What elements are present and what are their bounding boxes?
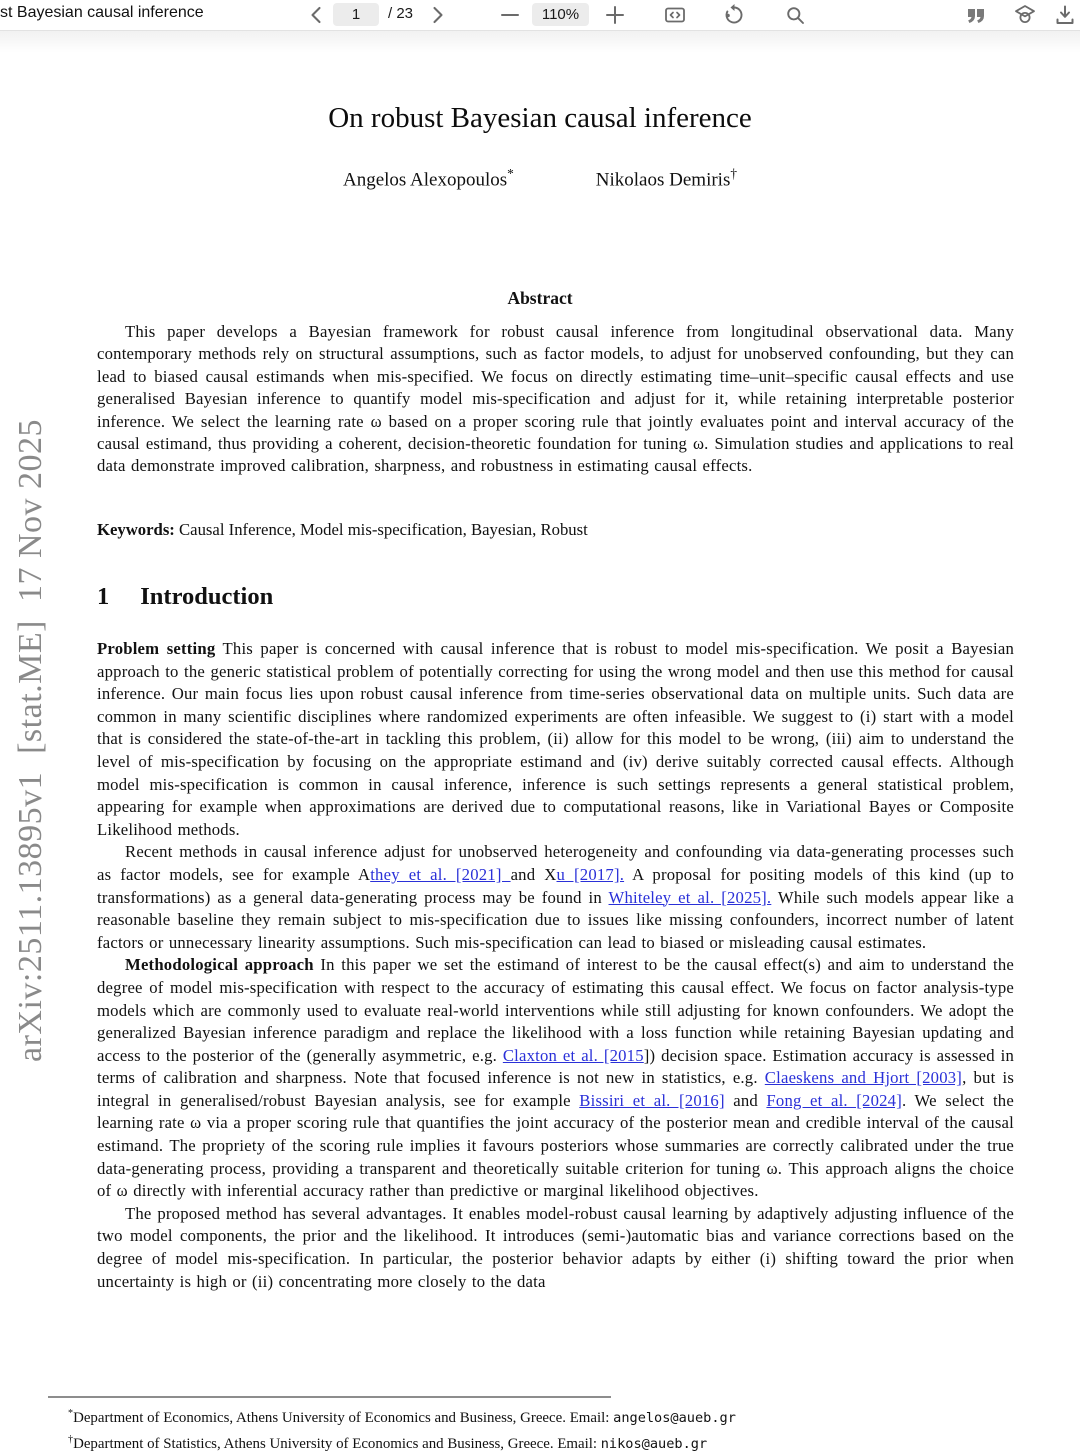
text-run: This paper is concerned with causal inference that is robust to model mis-specification. We posit a Bayesian approach to the generic statistical problem of potentially correcting for using the wrong model and then use this method for causal inference. Our main focus lies upon robust causal inference from time-series observational data on multiple units. Such data are common in many scientific disciplines where randomized experiments are often infeasible. We suggest to (i) start with a model that is considered the state-of-the-art in tackling this problem, (ii) allow for this model to be wrong, (iii) aim to understand the level of mis-specification by focusing on the appropriate estimand and (iv) derive suitably corrected causal effects. Although model mis-specification is common in causal inference, inference is such settings represents a general statistical problem, appearing for example when approximations are derived due to computational reasons, like in Variational Bayes or Composite Likelihood methods. [97, 639, 1014, 839]
author-footnote-mark: † [730, 166, 738, 181]
rotate-counterclockwise-icon [722, 3, 746, 27]
section-title: Introduction [140, 583, 274, 610]
rotate-button[interactable] [720, 1, 748, 29]
scholar-button[interactable] [1011, 1, 1039, 29]
footnote-text: Department of Statistics, Athens University of Economics and Business, Greece. Email: [73, 1436, 601, 1453]
keywords-label: Keywords: [97, 520, 175, 539]
section-heading [97, 583, 273, 611]
zoom-in-button[interactable] [601, 1, 629, 29]
footnote-mark: † [68, 1434, 74, 1446]
search-button[interactable] [781, 1, 809, 29]
text-run: While such models appear like a reasonable baseline they remain subject to mis-specification due to issues like missing confounders, incorrect number of latent factors or unnecessary linearity assumptions. Such mis-specification can lead to biased or misleading causal estimates. [97, 887, 1014, 952]
text-run: In this paper we set the estimand of interest to be the causal effect(s) and aim to understand the degree of model mis-specification with respect to the accuracy of estimating this causal effect. We focus on factor analysis-type models which are commonly used to evaluate real-world interventions while still adjusting for known confounders. We adopt the generalized Bayesian inference paradigm and replace the likelihood with a loss function while retaining Bayesian updating and access to the posterior of the (generally asymmetric, e.g. [97, 955, 1014, 1065]
next-page-button[interactable] [423, 1, 451, 29]
footnote-rule [48, 1396, 611, 1398]
paragraph [97, 1203, 1014, 1293]
previous-page-button[interactable] [303, 1, 331, 29]
magnifier-icon [783, 3, 807, 27]
text-run: and X [510, 864, 557, 884]
paragraph [97, 954, 1014, 1203]
footnote [68, 1403, 968, 1429]
citation-link[interactable]: Claeskens and Hjort [2003] [764, 1068, 963, 1088]
paper-title: On robust Bayesian causal inference [328, 102, 752, 134]
footnote-email: angelos@aueb.gr [613, 1409, 736, 1426]
text-run: and [724, 1090, 767, 1110]
text-run: . We select the learning rate ω via a proper scoring rule that quantifies the joint accuracy of the posterior mean and credible interval of the causal estimand. The propriety of the scoring rule implies it favours posteriors whose summaries are correctly calibrated under the true data-generating process, providing a transparent and theoretically suitable criterion for tuning ω. This approach aligns the choice of ω directly with inferential accuracy rather than predictive or marginal likelihood objectives. [97, 1090, 1014, 1201]
author: Nikolaos Demiris† [595, 166, 738, 191]
fit-width-icon [663, 3, 687, 27]
zoom-out-button[interactable] [496, 1, 524, 29]
author-list [0, 166, 1080, 191]
citation-link[interactable]: Bissiri et al. [2016] [579, 1090, 725, 1110]
citation-link[interactable]: Fong et al. [2024] [766, 1090, 902, 1110]
footnote-mark: * [68, 1408, 74, 1419]
text-run: The proposed method has several advantages. It enables model-robust causal learning by adaptively adjusting influence of the two model components, the prior and the likelihood. It introduces (semi-)automatic bias and variance corrections based on the degree of model mis-specification. In particular, the posterior behavior adapts by either (i) shifting toward the prior when uncertainty is high or (ii) concentrating more closely to the data [97, 1203, 1014, 1291]
section-number: 1 [97, 583, 110, 610]
download-button[interactable] [1051, 1, 1079, 29]
text-run: ]) decision space. Estimation accuracy is assessed in terms of calibration and sharpness. Note that focused inference is not new in statistics, e.g. [97, 1045, 1014, 1088]
paragraph [97, 638, 1014, 841]
download-icon [1053, 3, 1077, 27]
pdf-viewer-toolbar [0, 0, 1080, 30]
page-number-input[interactable] [333, 3, 379, 26]
keywords-text: Causal Inference, Model mis-specification, Bayesian, Robust [174, 520, 588, 539]
citation-link[interactable]: they et al. [2021] [370, 864, 511, 884]
footnote-text: Department of Economics, Athens University of Economics and Business, Greece. Email: [73, 1409, 614, 1426]
chevron-right-icon [425, 3, 449, 27]
citation-link[interactable]: Whiteley et al. [2025]. [608, 887, 772, 907]
fit-to-width-button[interactable] [661, 1, 689, 29]
text-run: Recent methods in causal inference adjust for unobserved heterogeneity and confounding via data-generating processes such as factor models, see for example A [97, 842, 1014, 884]
keywords-line [97, 520, 1014, 540]
text-run: A proposal for positing models of this kind (up to transformations) as a general data-generating process may be found in [97, 864, 1014, 907]
paragraph [97, 841, 1014, 954]
citation-link[interactable]: u [2017]. [556, 864, 625, 884]
pdf-page [0, 30, 1080, 1453]
abstract-heading: Abstract [507, 288, 573, 308]
footnote-email: nikos@aueb.gr [600, 1436, 708, 1453]
page-count-label: / 23 [388, 5, 414, 22]
citation-link[interactable]: Claxton et al. [2015 [502, 1045, 644, 1065]
paragraph-lead: Methodological approach [125, 955, 314, 975]
footnotes [68, 1403, 968, 1456]
graduation-cap-icon [1013, 3, 1037, 27]
chevron-left-icon [305, 3, 329, 27]
toolbar-shadow [0, 30, 1080, 53]
plus-icon [603, 3, 627, 27]
body-paragraphs [97, 638, 1014, 1396]
abstract-text: This paper develops a Bayesian framework for robust causal inference from longitudinal observational data. Many contemporary methods rely on structural assumptions, such as factor models, to adjust for unobserved confounding, but they can lead to biased causal estimands when mis-specified. We focus on directly estimating time–unit–specific causal effects and use generalised Bayesian inference to quantify model mis-specification and adjust for it, while retaining interpretable posterior inference. We select the learning rate ω based on a proper scoring rule that jointly evaluates point and interval accuracy of the causal estimand, thus providing a coherent, decision-theoretic foundation for tuning ω. Simulation studies and applications to real data demonstrate improved calibration, sharpness, and robustness in estimating causal effects. [97, 322, 1014, 476]
cite-button[interactable] [962, 1, 990, 29]
document-title: st Bayesian causal inference [0, 4, 204, 21]
minus-icon [498, 3, 522, 27]
double-quote-icon [964, 3, 988, 27]
paragraph-lead: Problem setting [97, 639, 216, 658]
zoom-level-display: 110% [532, 3, 589, 26]
author: Angelos Alexopoulos* [342, 166, 514, 191]
arxiv-watermark: arXiv:2511.13895v1 [stat.ME] 17 Nov 2025 [12, 418, 49, 1062]
text-run: , but is integral in generalised/robust Bayesian analysis, see for example [97, 1068, 1014, 1110]
footnote [68, 1429, 968, 1455]
author-footnote-mark: * [507, 166, 514, 181]
